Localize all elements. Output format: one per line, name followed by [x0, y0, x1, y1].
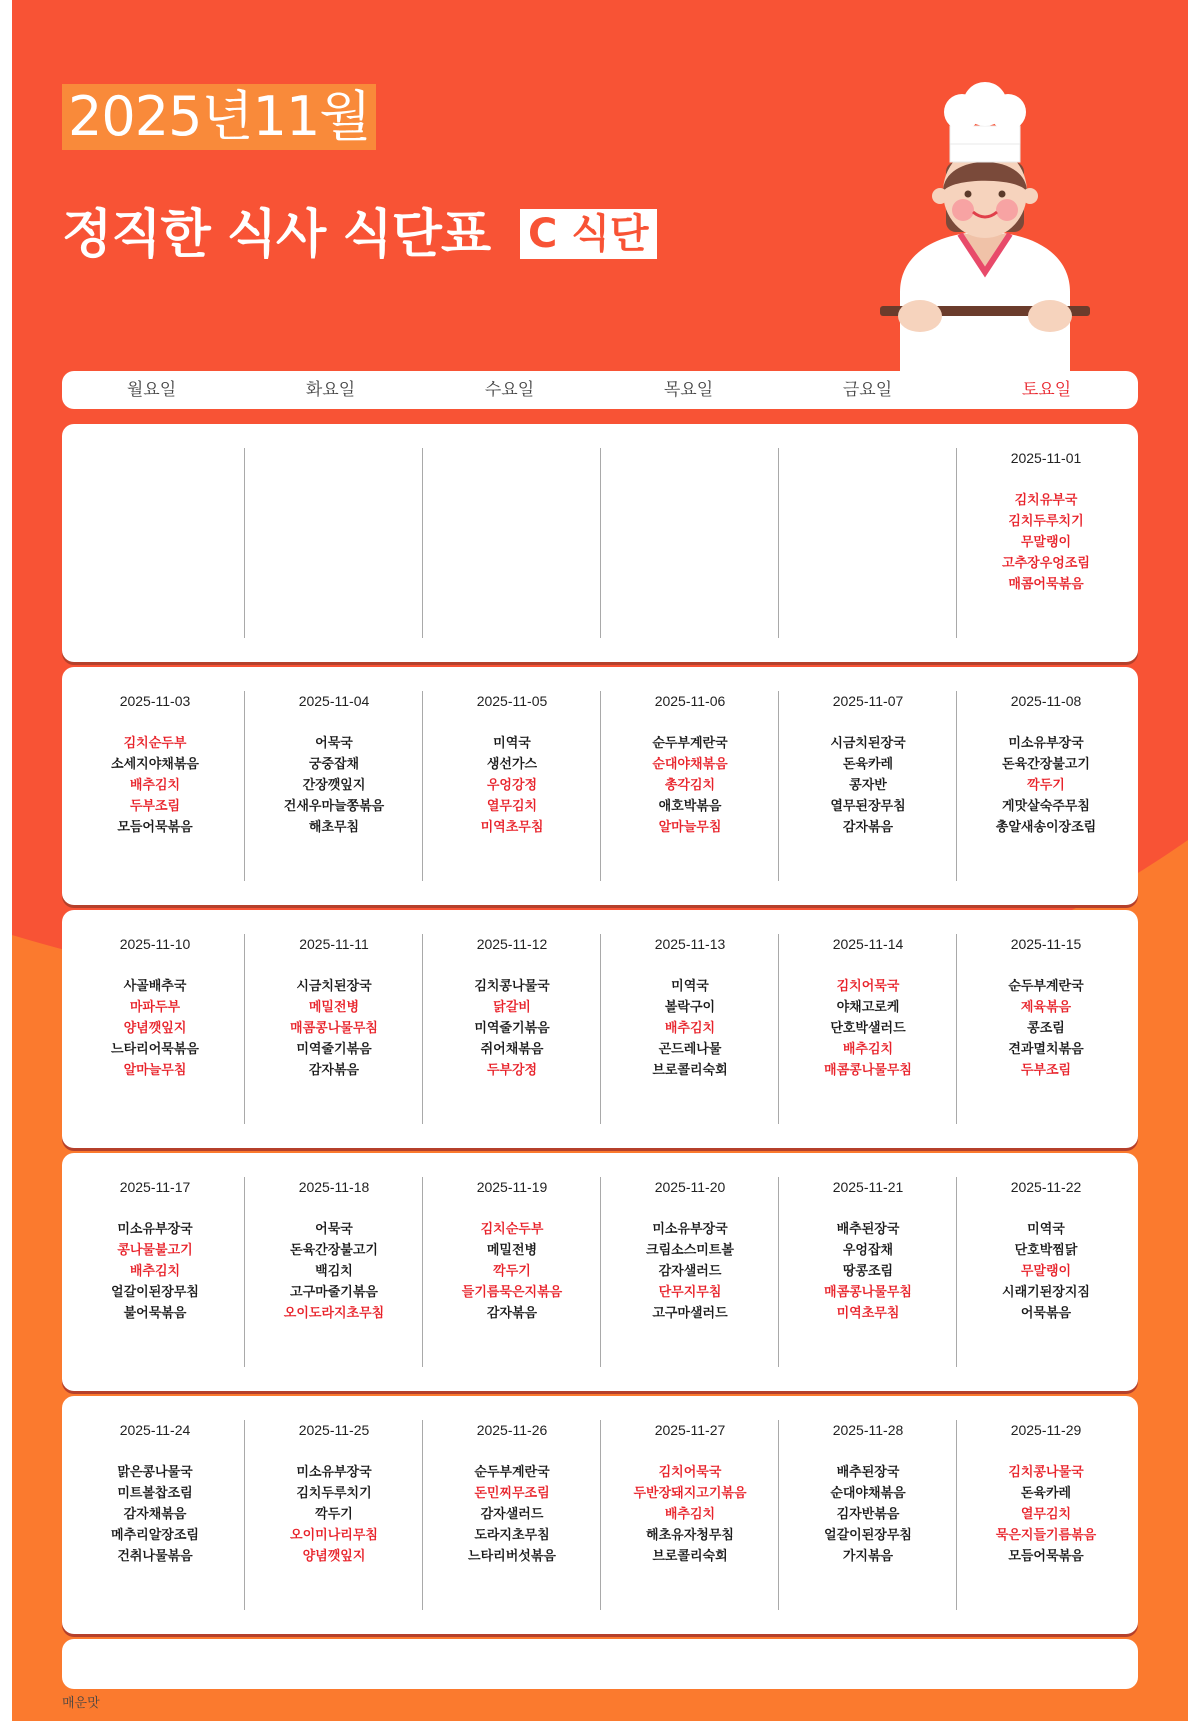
- day-date: 2025-11-26: [476, 1422, 548, 1438]
- menu-item: 생선가스: [486, 757, 538, 772]
- day-cell: [956, 1177, 1135, 1367]
- weekday-monday: 월요일: [126, 380, 177, 400]
- day-date: 2025-11-03: [119, 693, 191, 709]
- day-date: 2025-11-29: [1010, 1422, 1082, 1438]
- menu-item: 백김치: [315, 1264, 353, 1279]
- menu-list: [601, 1462, 779, 1567]
- day-cell: [244, 1420, 423, 1610]
- menu-item: 열무김치: [1020, 1507, 1072, 1522]
- menu-list: [423, 1219, 601, 1324]
- menu-item: 두부강정: [486, 1063, 538, 1078]
- menu-item: 총알새송이장조림: [995, 820, 1097, 835]
- menu-item: 미역국: [493, 736, 531, 751]
- menu-item: 두반장돼지고기볶음: [633, 1486, 747, 1501]
- menu-item: 무말랭이: [1020, 1264, 1072, 1279]
- menu-item: 김자반볶음: [836, 1507, 900, 1522]
- day-date: 2025-11-18: [298, 1179, 370, 1195]
- menu-item: 메추리알장조림: [111, 1528, 199, 1543]
- day-date: 2025-11-24: [119, 1422, 191, 1438]
- menu-item: 도라지초무침: [474, 1528, 550, 1543]
- menu-item: 단호박샐러드: [830, 1021, 906, 1036]
- day-cell: [600, 691, 779, 881]
- menu-item: 알마늘무침: [123, 1063, 187, 1078]
- day-cell: [600, 448, 779, 638]
- menu-item: 불어묵볶음: [123, 1306, 187, 1321]
- menu-list: [66, 733, 244, 838]
- menu-item: 맑은콩나물국: [117, 1465, 193, 1480]
- day-date: 2025-11-11: [299, 936, 369, 952]
- menu-item: 오이도라지초무침: [283, 1306, 385, 1321]
- menu-item: 두부조림: [129, 799, 181, 814]
- day-cell: [778, 691, 957, 881]
- menu-item: 제육볶음: [1020, 1000, 1072, 1015]
- menu-item: 메밀전병: [308, 1000, 360, 1015]
- menu-item: 매콤콩나물무침: [824, 1063, 912, 1078]
- menu-item: 시금치된장국: [296, 979, 372, 994]
- chef-illustration: [880, 82, 1090, 372]
- menu-item: 콩조림: [1027, 1021, 1065, 1036]
- day-date: 2025-11-13: [654, 936, 726, 952]
- menu-item: 볼락구이: [664, 1000, 716, 1015]
- day-date: 2025-11-17: [119, 1179, 191, 1195]
- day-cell: [244, 1177, 423, 1367]
- menu-list: [601, 1219, 779, 1324]
- day-cell: [422, 448, 601, 638]
- weekday-thursday: 목요일: [663, 380, 714, 400]
- day-cell: [956, 691, 1135, 881]
- menu-item: 콩자반: [849, 778, 887, 793]
- menu-item: 김치두루치기: [1008, 514, 1084, 529]
- menu-list: [957, 976, 1135, 1081]
- menu-item: 애호박볶음: [658, 799, 722, 814]
- menu-item: 고추장우엉조림: [1002, 556, 1090, 571]
- menu-item: 양념깻잎지: [302, 1549, 366, 1564]
- menu-item: 브로콜리숙회: [652, 1549, 728, 1564]
- menu-item: 감자볶음: [486, 1306, 538, 1321]
- menu-item: 메밀전병: [486, 1243, 538, 1258]
- day-cell: [422, 1177, 601, 1367]
- day-date: 2025-11-19: [476, 1179, 548, 1195]
- menu-item: 김치어묵국: [658, 1465, 722, 1480]
- menu-item: 야채고로케: [836, 1000, 900, 1015]
- day-cell: [956, 934, 1135, 1124]
- day-cell: [66, 1177, 244, 1367]
- menu-item: 단무지무침: [658, 1285, 722, 1300]
- menu-item: 게맛살숙주무침: [1002, 799, 1090, 814]
- menu-item: 알마늘무침: [658, 820, 722, 835]
- menu-item: 순두부계란국: [474, 1465, 550, 1480]
- menu-item: 매콤어묵볶음: [1008, 577, 1084, 592]
- day-cell: [66, 1420, 244, 1610]
- day-cell: [66, 691, 244, 881]
- menu-list: [245, 1219, 423, 1324]
- menu-item: 우엉강정: [486, 778, 538, 793]
- menu-item: 총각김치: [664, 778, 716, 793]
- menu-item: 미역줄기볶음: [296, 1042, 372, 1057]
- month-title: 2025년11월: [62, 84, 376, 150]
- menu-item: 모듬어묵볶음: [1008, 1549, 1084, 1564]
- menu-list: [423, 976, 601, 1081]
- menu-item: 감자볶음: [308, 1063, 360, 1078]
- day-cell: [244, 691, 423, 881]
- menu-item: 돈육간장불고기: [1002, 757, 1090, 772]
- menu-item: 배추김치: [129, 778, 181, 793]
- menu-item: 어묵볶음: [1020, 1306, 1072, 1321]
- menu-list: [245, 976, 423, 1081]
- menu-item: 배추김치: [842, 1042, 894, 1057]
- menu-item: 마파두부: [129, 1000, 181, 1015]
- menu-item: 들기름묵은지볶음: [461, 1285, 563, 1300]
- menu-item: 어묵국: [315, 1222, 353, 1237]
- menu-item: 간장깻잎지: [302, 778, 366, 793]
- menu-item: 미소유부장국: [1008, 736, 1084, 751]
- menu-item: 미역줄기볶음: [474, 1021, 550, 1036]
- menu-item: 감자채볶음: [123, 1507, 187, 1522]
- day-date: 2025-11-28: [832, 1422, 904, 1438]
- day-cell: [956, 1420, 1135, 1610]
- menu-item: 미소유부장국: [296, 1465, 372, 1480]
- menu-item: 열무된장무침: [830, 799, 906, 814]
- menu-item: 배추김치: [664, 1021, 716, 1036]
- day-cell: [600, 1177, 779, 1367]
- menu-item: 매콤콩나물무침: [290, 1021, 378, 1036]
- menu-item: 오이미나리무침: [290, 1528, 378, 1543]
- week-card: [62, 667, 1138, 905]
- weekday-saturday: 토요일: [1021, 380, 1072, 400]
- day-date: 2025-11-01: [1010, 450, 1082, 466]
- menu-list: [245, 1462, 423, 1567]
- menu-item: 브로콜리숙회: [652, 1063, 728, 1078]
- menu-list: [601, 733, 779, 838]
- menu-item: 배추김치: [129, 1264, 181, 1279]
- day-date: 2025-11-08: [1010, 693, 1082, 709]
- day-cell: [600, 1420, 779, 1610]
- day-cell: [778, 1177, 957, 1367]
- menu-item: 닭갈비: [493, 1000, 531, 1015]
- menu-item: 배추김치: [664, 1507, 716, 1522]
- menu-list: [957, 1219, 1135, 1324]
- menu-item: 김치콩나물국: [474, 979, 550, 994]
- day-date: 2025-11-04: [298, 693, 370, 709]
- menu-item: 미역국: [671, 979, 709, 994]
- menu-item: 감자볶음: [842, 820, 894, 835]
- day-cell: [244, 448, 423, 638]
- day-date: 2025-11-05: [476, 693, 548, 709]
- menu-list: [957, 1462, 1135, 1567]
- menu-item: 돈육간장불고기: [290, 1243, 378, 1258]
- day-date: 2025-11-22: [1010, 1179, 1082, 1195]
- weekday-wednesday: 수요일: [484, 380, 535, 400]
- weekday-friday: 금요일: [842, 380, 893, 400]
- menu-list: [957, 490, 1135, 595]
- menu-item: 미소유부장국: [652, 1222, 728, 1237]
- day-cell: [422, 934, 601, 1124]
- menu-item: 배추된장국: [836, 1222, 900, 1237]
- week-card: [62, 1153, 1138, 1391]
- menu-item: 김치순두부: [480, 1222, 544, 1237]
- menu-item: 양념깻잎지: [123, 1021, 187, 1036]
- menu-item: 느타리버섯볶음: [468, 1549, 556, 1564]
- menu-item: 감자샐러드: [480, 1507, 544, 1522]
- menu-item: 깍두기: [1027, 778, 1065, 793]
- menu-item: 해초무침: [308, 820, 360, 835]
- menu-item: 소세지야채볶음: [111, 757, 199, 772]
- menu-item: 묵은지들기름볶음: [995, 1528, 1097, 1543]
- day-cell: [66, 934, 244, 1124]
- menu-item: 순대야채볶음: [652, 757, 728, 772]
- menu-list: [245, 733, 423, 838]
- day-date: 2025-11-21: [832, 1179, 904, 1195]
- week-card: [62, 424, 1138, 662]
- day-date: 2025-11-10: [119, 936, 191, 952]
- menu-list: [779, 1462, 957, 1567]
- day-date: 2025-11-25: [298, 1422, 370, 1438]
- menu-item: 쥐어채볶음: [480, 1042, 544, 1057]
- menu-item: 열무김치: [486, 799, 538, 814]
- day-cell: [600, 934, 779, 1124]
- menu-item: 얼갈이된장무침: [111, 1285, 199, 1300]
- menu-item: 순두부계란국: [652, 736, 728, 751]
- day-date: 2025-11-12: [476, 936, 548, 952]
- menu-item: 시래기된장지짐: [1002, 1285, 1090, 1300]
- menu-item: 깍두기: [493, 1264, 531, 1279]
- day-cell: [778, 448, 957, 638]
- menu-item: 가지볶음: [842, 1549, 894, 1564]
- day-cell: [778, 934, 957, 1124]
- day-date: 2025-11-14: [832, 936, 904, 952]
- day-cell: [422, 1420, 601, 1610]
- menu-type-badge: C 식단: [520, 209, 657, 259]
- menu-item: 김치유부국: [1014, 493, 1078, 508]
- menu-list: [423, 733, 601, 838]
- menu-list: [66, 976, 244, 1081]
- menu-item: 배추된장국: [836, 1465, 900, 1480]
- menu-list: [66, 1219, 244, 1324]
- menu-item: 땅콩조림: [842, 1264, 894, 1279]
- menu-item: 곤드레나물: [658, 1042, 722, 1057]
- day-date: 2025-11-15: [1010, 936, 1082, 952]
- main-title: 정직한 식사 식단표: [62, 205, 491, 265]
- menu-item: 김치콩나물국: [1008, 1465, 1084, 1480]
- day-date: 2025-11-27: [654, 1422, 726, 1438]
- menu-item: 사골배추국: [123, 979, 187, 994]
- menu-item: 김치두루치기: [296, 1486, 372, 1501]
- day-cell: [422, 691, 601, 881]
- menu-item: 궁중잡채: [308, 757, 360, 772]
- menu-item: 두부조림: [1020, 1063, 1072, 1078]
- menu-item: 돈육카레: [1020, 1486, 1072, 1501]
- menu-list: [779, 1219, 957, 1324]
- menu-item: 건새우마늘쫑볶음: [283, 799, 385, 814]
- menu-item: 고구마샐러드: [652, 1306, 728, 1321]
- menu-item: 미역초무침: [480, 820, 544, 835]
- menu-item: 감자샐러드: [658, 1264, 722, 1279]
- day-cell: [778, 1420, 957, 1610]
- menu-item: 무말랭이: [1020, 535, 1072, 550]
- legend-spicy-label: 매운맛: [62, 1696, 100, 1711]
- day-date: 2025-11-20: [654, 1179, 726, 1195]
- menu-item: 미트볼찹조림: [117, 1486, 193, 1501]
- menu-item: 우엉잡채: [842, 1243, 894, 1258]
- weekday-header: [62, 371, 1138, 409]
- menu-item: 깍두기: [315, 1507, 353, 1522]
- menu-item: 견과멸치볶음: [1008, 1042, 1084, 1057]
- menu-item: 단호박찜닭: [1014, 1243, 1078, 1258]
- menu-item: 건취나물볶음: [117, 1549, 193, 1564]
- menu-list: [957, 733, 1135, 838]
- menu-item: 미소유부장국: [117, 1222, 193, 1237]
- menu-item: 고구마줄기볶음: [290, 1285, 378, 1300]
- menu-item: 콩나물불고기: [117, 1243, 193, 1258]
- empty-row-card: [62, 1639, 1138, 1689]
- menu-item: 순대야채볶음: [830, 1486, 906, 1501]
- weekday-tuesday: 화요일: [305, 380, 356, 400]
- day-cell: [956, 448, 1135, 638]
- day-cell: [244, 934, 423, 1124]
- menu-item: 해초유자청무침: [646, 1528, 734, 1543]
- menu-item: 김치순두부: [123, 736, 187, 751]
- menu-list: [423, 1462, 601, 1567]
- menu-item: 순두부계란국: [1008, 979, 1084, 994]
- menu-item: 미역초무침: [836, 1306, 900, 1321]
- week-card: [62, 1396, 1138, 1634]
- menu-item: 김치어묵국: [836, 979, 900, 994]
- menu-item: 미역국: [1027, 1222, 1065, 1237]
- menu-list: [779, 976, 957, 1081]
- menu-item: 돈민찌무조림: [474, 1486, 550, 1501]
- menu-item: 크림소스미트볼: [646, 1243, 734, 1258]
- menu-item: 얼갈이된장무침: [824, 1528, 912, 1543]
- menu-item: 느타리어묵볶음: [111, 1042, 199, 1057]
- menu-list: [66, 1462, 244, 1567]
- menu-list: [779, 733, 957, 838]
- week-card: [62, 910, 1138, 1148]
- menu-item: 어묵국: [315, 736, 353, 751]
- menu-item: 시금치된장국: [830, 736, 906, 751]
- menu-item: 모듬어묵볶음: [117, 820, 193, 835]
- day-cell: [66, 448, 244, 638]
- menu-list: [601, 976, 779, 1081]
- menu-item: 매콤콩나물무침: [824, 1285, 912, 1300]
- day-date: 2025-11-07: [832, 693, 904, 709]
- day-date: 2025-11-06: [654, 693, 726, 709]
- menu-item: 돈육카레: [842, 757, 894, 772]
